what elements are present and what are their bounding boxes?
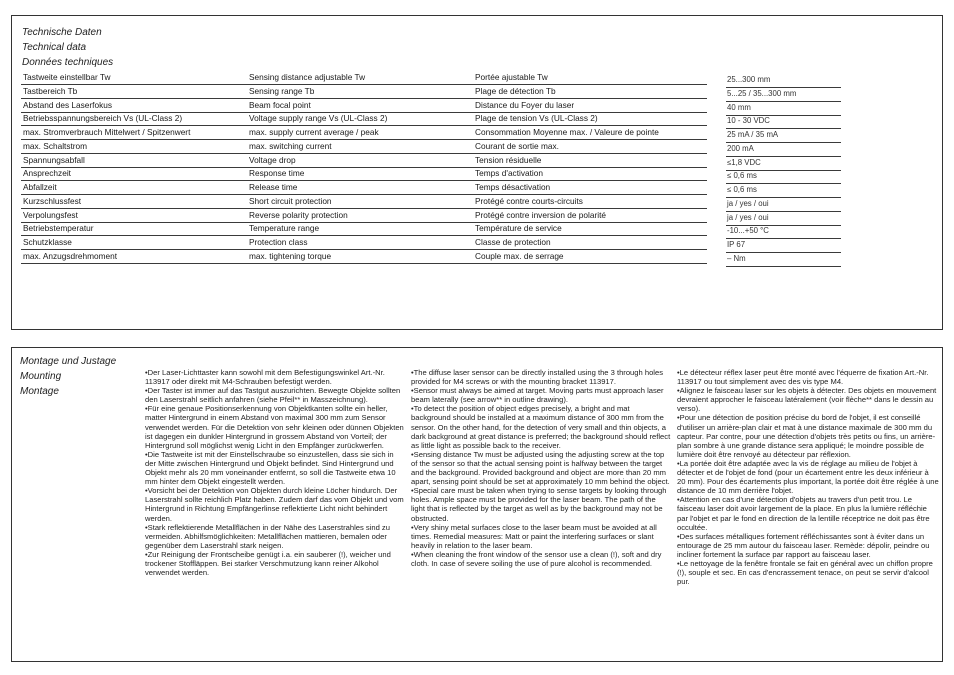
spec-value-row: [726, 239, 841, 253]
spec-row: [21, 181, 707, 195]
spec-row: [21, 71, 707, 85]
spec-label-de: Abfallzeit: [23, 182, 57, 192]
spec-row: [21, 167, 707, 181]
mounting-panel: [11, 347, 943, 662]
spec-value: 40 mm: [727, 102, 751, 112]
heading-de: Technische Daten: [22, 27, 102, 38]
spec-row: [21, 236, 707, 250]
mounting-paragraph: •Pour une détection de position précise du bord de l'objet, il est conseillé d'utiliser un arrière-plan clair et mat à une distance maximale de 300 mm du capteur. Par contre, pour une détection d'objets très petits ou fins, un arrière-plan sombre à une grande distance sera appliqué; le moindre possible de lumière doit être renvoyé au détecteur par réflexion.: [677, 413, 936, 459]
mounting-paragraph: •Vorsicht bei der Detektion von Objekten durch kleine Löcher hindurch. Der Laserstrahl sollte reichlich Platz haben. Zudem darf das vom Objekt und vom Hintergrund in Richtung Empfängerlinse reflektierte Licht nicht behindert werden.: [145, 486, 404, 523]
spec-value: ≤ 0,6 ms: [727, 171, 757, 181]
spec-label-de: Betriebsspannungsbereich Vs (UL-Class 2): [23, 113, 183, 124]
spec-label-en: max. tightening torque: [249, 250, 332, 261]
spec-label-fr: Distance du Foyer du laser: [475, 99, 575, 110]
spec-label-fr: Temps désactivation: [475, 182, 551, 192]
mounting-paragraph: •Le nettoyage de la fenêtre frontale se fait en général avec un chiffon propre (!), souple et sec. En cas d'encrassement tenace, on peut se servir d'alcool pur.: [677, 558, 933, 587]
spec-row: [21, 209, 707, 223]
spec-label-fr: Classe de protection: [475, 237, 551, 247]
spec-label-fr: Consommation Moyenne max. / Valeure de pointe: [475, 127, 659, 137]
spec-value: – Nm: [727, 253, 746, 263]
spec-label-fr: Tension résiduelle: [475, 154, 542, 165]
spec-label-en: Reverse polarity protection: [249, 209, 348, 220]
spec-value: 200 mA: [727, 143, 754, 153]
spec-label-de: Spannungsabfall: [23, 154, 85, 165]
spec-label-en: Temperature range: [249, 223, 320, 234]
spec-label-en: Beam focal point: [249, 99, 311, 110]
mounting-paragraph: •To detect the position of object edges precisely, a bright and mat background should be installed at a maximum distance of 300 mm from the sensor. On the other hand, for the detection of very small and thin objects, a dark background at great distance is preferred; the background should reflect as little light as possible back to the receiver.: [411, 404, 671, 450]
spec-label-en: Short circuit protection: [249, 195, 332, 206]
spec-label-en: Response time: [249, 168, 305, 179]
spec-label-fr: Protégé contre courts-circuits: [475, 195, 583, 206]
mounting-paragraph: •Für eine genaue Positionserkennung von Objektkanten sollte ein heller, matter Hintergrund in einem Abstand von maximal 300 mm zum Sensor verwendet werden. Für die Detektion von sehr kleinen oder dünnen Objekten ist dagegen ein dunkler Hintergrund in grossem Abstand von Vorteil; der Hintergrund soll möglichst wenig Licht in den Empfänger zurückwerfen.: [145, 404, 404, 450]
spec-value-row: [726, 157, 841, 171]
spec-value: 25...300 mm: [727, 75, 771, 84]
spec-row: [21, 195, 707, 209]
spec-label-fr: Temps d'activation: [475, 168, 543, 179]
mounting-paragraph: •Special care must be taken when trying to sense targets by looking through holes. Ample space must be provided for the laser beam. The path of the light that is reflected by the target as well as by the background may not be obstructed.: [411, 486, 667, 523]
heading-fr: Données techniques: [22, 57, 114, 68]
mounting-paragraph: •Der Taster ist immer auf das Tastgut auszurichten. Bewegte Objekte sollten den Laserstrahl seitlich anfahren (siehe Pfeil** in Masszeichnung).: [145, 386, 401, 405]
spec-label-fr: Plage de tension Vs (UL-Class 2): [475, 113, 598, 124]
mounting-paragraph: •Le détecteur réflex laser peut être monté avec l'équerre de fixation Art.-Nr. 113917 ou tout simplement avec des vis type M4.: [677, 368, 929, 387]
technical-data-headings: [22, 25, 113, 70]
spec-label-de: Tastbereich Tb: [23, 85, 78, 96]
spec-value-row: [726, 225, 841, 239]
spec-label-fr: Température de service: [475, 223, 562, 234]
spec-row: [21, 126, 707, 140]
spec-label-de: max. Anzugsdrehmoment: [23, 250, 118, 261]
mounting-paragraph: •Sensor must always be aimed at target. Moving parts must approach laser beam laterally (see arrow** in outline drawing).: [411, 386, 664, 405]
mounting-text-fr: [677, 368, 939, 586]
spec-label-fr: Couple max. de serrage: [475, 250, 564, 261]
spec-label-fr: Protégé contre inversion de polarité: [475, 209, 606, 220]
mounting-paragraph: •When cleaning the front window of the sensor use a clean (!), soft and dry cloth. In case of severe soiling the use of pure alcohol is recommended.: [411, 549, 662, 568]
mounting-paragraph: •Alignez le faisceau laser sur les objets à détecter. Des objets en mouvement devraient approcher le faisceau latéralement (voir flèche** dans le dessin au verso).: [677, 386, 937, 414]
spec-row: [21, 140, 707, 154]
heading-en: Mounting: [20, 371, 62, 382]
mounting-paragraph: •Die Tastweite ist mit der Einstellschraube so einzustellen, dass sie sich in der Mitte zwischen Hintergrund und Objekt befindet. Sind Hintergrund und Objekt mehr als 20 mm voneinander entfernt, so soll die Tastweite etwa 10 mm hinter dem Objekt eingestellt werden.: [145, 449, 396, 487]
spec-value-row: [726, 170, 841, 184]
spec-row: [21, 85, 707, 99]
spec-value-row: [726, 212, 841, 226]
spec-label-de: Betriebstemperatur: [23, 223, 94, 234]
spec-label-de: Tastweite einstellbar Tw: [23, 72, 111, 82]
spec-row: [21, 222, 707, 236]
spec-value: 10 - 30 VDC: [727, 116, 770, 126]
spec-label-en: Voltage supply range Vs (UL-Class 2): [249, 113, 388, 124]
spec-row: [21, 154, 707, 168]
spec-row: [21, 99, 707, 113]
spec-value: 25 mA / 35 mA: [727, 130, 779, 139]
spec-value: 5...25 / 35...300 mm: [727, 88, 797, 98]
spec-label-en: Release time: [249, 182, 298, 192]
spec-label-de: Ansprechzeit: [23, 168, 71, 179]
spec-value-row: [726, 198, 841, 212]
spec-label-fr: Courant de sortie max.: [475, 140, 559, 151]
spec-label-de: Kurzschlussfest: [23, 195, 82, 206]
spec-value: ja / yes / oui: [727, 198, 769, 208]
mounting-paragraph: •Sensing distance Tw must be adjusted using the adjusting screw at the top of the sensor so that the actual sensing point is halfway between the target and the background. Provided background and object are more than 20 mm apart, sensing point should be set at approximately 10 mm behind the object.: [411, 449, 670, 487]
spec-value: -10...+50 °C: [727, 226, 769, 236]
spec-value: ja / yes / oui: [727, 212, 769, 222]
heading-en: Technical data: [22, 42, 87, 53]
heading-de: Montage und Justage: [20, 356, 117, 367]
mounting-paragraph: •Zur Reinigung der Frontscheibe genügt i.a. ein sauberer (!), weicher und trockener Stoffläppen. Bei starker Verschmutzung kann reiner Alkohol verwendet werden.: [145, 549, 391, 578]
spec-value-row: [726, 129, 841, 143]
spec-label-en: Sensing range Tb: [249, 85, 315, 96]
mounting-headings: [20, 354, 116, 399]
mounting-paragraph: •La portée doit être adaptée avec la vis de réglage au milieu de l'objet à détecter et de l'objet de fond (pour un écartement entre les deux inférieur à 20 mm). Pour des écartements plus important, la portée doit être réglée à une distance de 10 mm derrière l'objet.: [677, 458, 939, 496]
mounting-paragraph: •Attention en cas d'une détection d'objets au travers d'un petit trou. Le faisceau laser doit avoir largement de la place. En plus la lumière réfléchie par l'objet et par le fond en direction de la lentille réceptrice ne doit pas être occultée.: [677, 495, 930, 532]
technical-data-panel: [11, 15, 943, 330]
spec-value: IP 67: [727, 240, 746, 249]
spec-value-row: [726, 102, 841, 116]
spec-label-en: Sensing distance adjustable Tw: [249, 72, 366, 82]
spec-value-row: [726, 88, 841, 102]
spec-label-fr: Plage de détection Tb: [475, 85, 556, 96]
mounting-text-de: [145, 368, 405, 577]
spec-label-en: max. supply current average / peak: [249, 127, 379, 137]
spec-row: [21, 112, 707, 126]
spec-value-row: [726, 115, 841, 129]
spec-label-en: Voltage drop: [249, 154, 296, 165]
heading-fr: Montage: [20, 386, 59, 397]
spec-label-fr: Portée ajustable Tw: [475, 72, 548, 82]
spec-row: [21, 250, 707, 264]
spec-value-row: [726, 143, 841, 157]
spec-label-en: Protection class: [249, 237, 308, 247]
mounting-paragraph: •Des surfaces métalliques fortement réfléchissantes sont à éviter dans un entourage de 25 mm autour du faisceau laser. Remède: dépolir, peindre ou incliner fortement la surface par rapport au faisceau laser.: [677, 531, 930, 559]
spec-value: ≤ 0,6 ms: [727, 185, 757, 194]
mounting-paragraph: •The diffuse laser sensor can be directly installed using the 3 through holes provided for M4 screws or with the mounting bracket 113917.: [411, 368, 663, 387]
spec-label-de: max. Stromverbrauch Mittelwert / Spitzenwert: [23, 127, 191, 137]
spec-value: ≤1,8 VDC: [727, 157, 761, 167]
spec-label-de: max. Schaltstrom: [23, 140, 88, 151]
mounting-paragraph: •Very shiny metal surfaces close to the laser beam must be avoided at all times. Remedial measures: Matt or paint the interfering surfaces or slant heavily in relation to the laser beam.: [411, 522, 657, 550]
mounting-text-en: [411, 368, 671, 568]
spec-label-de: Verpolungsfest: [23, 209, 78, 220]
mounting-paragraph: •Der Laser-Lichttaster kann sowohl mit dem Befestigungswinkel Art.-Nr. 113917 oder direkt mit M4-Schrauben befestigt werden.: [145, 368, 385, 387]
spec-label-de: Abstand des Laserfokus: [23, 99, 113, 110]
spec-value-row: [726, 253, 841, 267]
spec-value-row: [726, 184, 841, 198]
spec-label-en: max. switching current: [249, 140, 332, 151]
spec-value-row: [726, 74, 841, 88]
spec-label-de: Schutzklasse: [23, 237, 72, 247]
mounting-paragraph: •Stark reflektierende Metallflächen in der Nähe des Laserstrahles sind zu vermeiden. Abhilfsmöglichkeiten: Metallflächen mattieren, bemalen oder gegenüber dem Laserstrahl stark neigen.: [145, 522, 390, 550]
